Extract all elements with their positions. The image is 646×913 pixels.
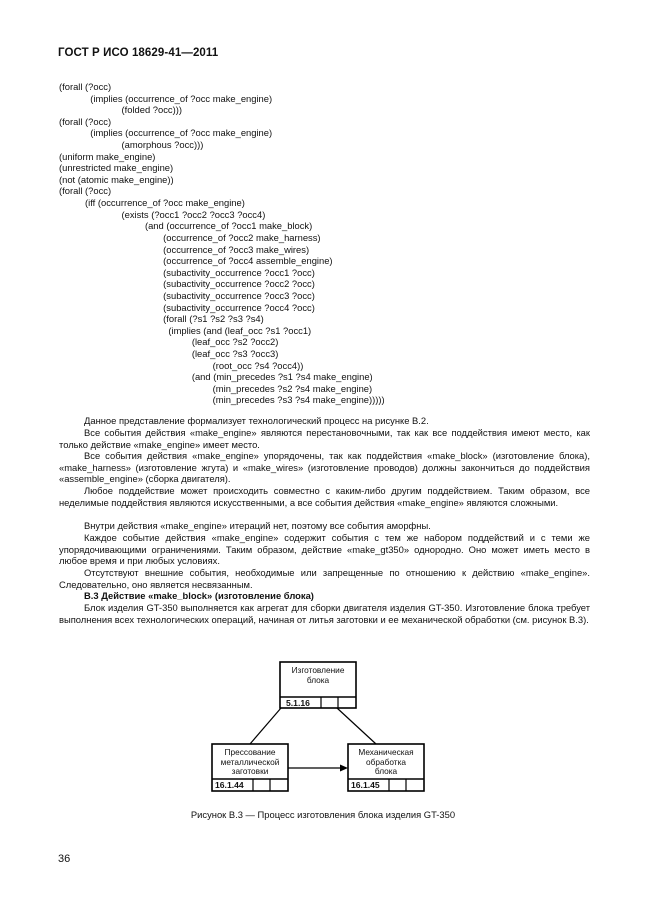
- code-line: (forall (?occ): [59, 185, 112, 197]
- code-line: (and (min_precedes ?s1 ?s4 make_engine): [59, 371, 373, 383]
- code-line: (subactivity_occurrence ?occ2 ?occ): [59, 278, 315, 290]
- code-line: (subactivity_occurrence ?occ3 ?occ): [59, 289, 315, 301]
- paragraph-1: Данное представление формализует технологический процесс на рисунке В.2.: [84, 415, 429, 426]
- code-line: (exists (?occ1 ?occ2 ?occ3 ?occ4): [59, 208, 266, 220]
- code-line: (forall (?s1 ?s2 ?s3 ?s4): [59, 313, 264, 325]
- code-line: (not (atomic make_engine)): [59, 173, 174, 185]
- left-box-id: 16.1.44: [215, 780, 244, 790]
- paragraph-6: Каждое событие действия «make_engine» содержит события с тем же набором поддействий и с теми же упорядочивающими ограничениями. Таким образом, действие «make_gt350» однородно. Оно может иметь место в любое время и при любых условиях.: [59, 532, 590, 567]
- code-line: (min_precedes ?s2 ?s4 make_engine): [59, 382, 373, 394]
- page-number: 36: [58, 853, 71, 865]
- top-box-label: Изготовление блока: [291, 665, 345, 685]
- paragraph-8: Блок изделия GT-350 выполняется как агрегат для сборки двигателя изделия GT-350. Изготовление блока требует выполнения всех технологических операций, начиная от литья заготовки и ее механической обработки (см. рисунок В.3).: [59, 602, 590, 625]
- code-line: (subactivity_occurrence ?occ1 ?occ): [59, 266, 315, 278]
- code-line: (forall (?occ): [59, 81, 112, 92]
- code-line: (forall (?occ): [59, 115, 112, 127]
- paragraph-7: Отсутствуют внешние события, необходимые или запрещенные по отношению к действию «make_engine». Следовательно, оно является несвязанным.: [59, 567, 590, 590]
- paragraph-2: Все события действия «make_engine» являются перестановочными, так как все поддействия имеют место, как только действие «make_engine» имеет место.: [59, 427, 590, 450]
- code-line: (root_occ ?s4 ?occ4)): [59, 359, 304, 371]
- right-box-label: Механическая обработка блока: [358, 747, 414, 776]
- code-line: (occurrence_of ?occ3 make_wires): [59, 243, 310, 255]
- section-heading: В.3 Действие «make_block» (изготовление блока): [84, 590, 314, 601]
- connector-top-right: [337, 708, 376, 744]
- document-header: ГОСТ Р ИСО 18629-41—2011: [58, 47, 219, 59]
- right-box-id: 16.1.45: [351, 780, 380, 790]
- code-line: (unrestricted make_engine): [59, 162, 174, 174]
- paragraph-3: Все события действия «make_engine» упорядочены, так как поддействия «make_block» (изготовление блока), «make_harness» (изготовление жгута) и «make_wires» (изготовление проводов) должны закончиться до поддействия «assemble_engine» (сборка двигателя).: [59, 450, 590, 485]
- code-line: (amorphous ?occ))): [59, 139, 204, 151]
- paragraph-4: Любое поддействие может происходить совместно с каким-либо другим поддействием. Таким образом, все неделимые поддействия являются искусственными, а все события действия «make_engine» являются сложными.: [59, 485, 590, 508]
- code-line: (leaf_occ ?s3 ?occ3): [59, 348, 279, 360]
- code-line: (min_precedes ?s3 ?s4 make_engine))))): [59, 394, 385, 406]
- paragraph-5: Внутри действия «make_engine» итераций нет, поэтому все события аморфны.: [84, 520, 431, 531]
- code-line: (occurrence_of ?occ4 assemble_engine): [59, 255, 333, 267]
- left-box-label: Прессование металлической заготовки: [220, 747, 280, 776]
- code-line: (subactivity_occurrence ?occ4 ?occ): [59, 301, 315, 313]
- code-line: (leaf_occ ?s2 ?occ2): [59, 336, 279, 348]
- code-line: (folded ?occ))): [59, 104, 182, 116]
- code-line: (occurrence_of ?occ2 make_harness): [59, 231, 321, 243]
- code-line: (implies (and (leaf_occ ?s1 ?occ1): [59, 324, 312, 336]
- code-line: (uniform make_engine): [59, 150, 156, 162]
- arrow-head: [340, 765, 348, 772]
- figure-caption: Рисунок В.3 — Процесс изготовления блока изделия GT-350: [190, 809, 456, 820]
- code-line: (implies (occurrence_of ?occ make_engine): [59, 127, 273, 139]
- connector-top-left: [250, 708, 281, 744]
- code-line: (implies (occurrence_of ?occ make_engine): [59, 92, 273, 104]
- code-line: (iff (occurrence_of ?occ make_engine): [59, 197, 245, 209]
- code-line: (and (occurrence_of ?occ1 make_block): [59, 220, 313, 232]
- top-box-id: 5.1.16: [286, 698, 310, 708]
